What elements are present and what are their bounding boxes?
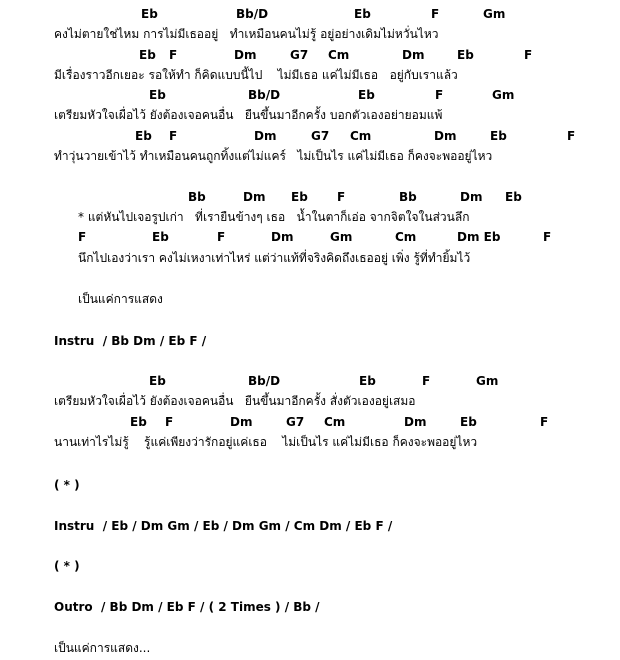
chord: Eb [354,7,371,21]
chord: G7 [290,48,309,62]
chord: F [435,88,444,102]
chord: G7 [286,415,305,429]
chord: Dm Eb [457,230,501,244]
chord: Eb [152,230,169,244]
chord: Eb [460,415,477,429]
outro-line: Outro / Bb Dm / Eb F / ( 2 Times ) / Bb / [54,600,320,614]
chord: F [567,129,576,143]
chord: Eb [358,88,375,102]
lyric-line: * แต่หันไปเจอรูปเก่า ที่เรายืนข้างๆ เธอ น้ำในตาก็เอ่อ จากจิตใจในส่วนลึก [78,210,470,224]
chord: Cm [324,415,346,429]
instrumental-line: Instru / Eb / Dm Gm / Eb / Dm Gm / Cm Dm / Eb F / [54,519,393,533]
chord: F [422,374,431,388]
repeat-marker: ( * ) [54,478,80,492]
chord: Eb [457,48,474,62]
chord: Dm [271,230,294,244]
chord: Gm [330,230,353,244]
chord: Gm [492,88,515,102]
chord: F [540,415,549,429]
chord: F [217,230,226,244]
chord: Gm [476,374,499,388]
chord: Eb [505,190,522,204]
chord: F [543,230,552,244]
chord: F [165,415,174,429]
chord: F [524,48,533,62]
repeat-marker: ( * ) [54,559,80,573]
chord: Cm [395,230,417,244]
lyric-line: มีเรื่องราวอีกเยอะ รอให้ทำ ก็คิดแบบนี้ไป ไม่มีเธอ แค่ไม่มีเธอ อยู่กับเราแล้ว [54,68,458,82]
chord: Gm [483,7,506,21]
chord: Eb [139,48,156,62]
lyric-line: นึกไปเองว่าเรา คงไม่เหงาเท่าไหร่ แต่ว่าแท้ที่จริงคิดถึงเธออยู่ เพิ่ง รู้ที่ทำยิ้มไว้ [78,251,471,265]
chord: Eb [149,374,166,388]
lyric-line: เตรียมหัวใจเผื่อไว้ ยังต้องเจอคนอื่น ยืนขึ้นมาอีกครั้ง สั่งตัวเองอยู่เสมอ [54,394,416,408]
chord: Eb [141,7,158,21]
lyric-line: ทำวุ่นวายเข้าไว้ ทำเหมือนคนถูกทิ้งแต่ไม่แคร์ ไม่เป็นไร แค่ไม่มีเธอ ก็คงจะพออยู่ไหว [54,149,493,163]
chord: Dm [404,415,427,429]
chord: Bb [399,190,417,204]
lyric-line: คงไม่ตายใช่ไหม การไม่มีเธออยู่ ทำเหมือนคนไม่รู้ อยู่อย่างเดิมไม่หวั่นไหว [54,27,439,41]
chord: Bb/D [248,374,281,388]
chord: Bb [188,190,206,204]
chord: Dm [254,129,277,143]
chord: F [169,48,178,62]
chord: Dm [234,48,257,62]
chord: F [431,7,440,21]
chord: Cm [328,48,350,62]
chord: Dm [402,48,425,62]
chord: Bb/D [236,7,269,21]
chord: Eb [130,415,147,429]
chord: Eb [490,129,507,143]
chord: Bb/D [248,88,281,102]
chord: G7 [311,129,330,143]
lyric-line: นานเท่าไรไม่รู้ รู้แค่เพียงว่ารักอยู่แค่เธอ ไม่เป็นไร แค่ไม่มีเธอ ก็คงจะพออยู่ไหว [54,435,478,449]
chord: F [337,190,346,204]
chord: Dm [460,190,483,204]
ending-line: เป็นแค่การแสดง... [54,641,151,655]
instrumental-line: Instru / Bb Dm / Eb F / [54,334,207,348]
chord: F [169,129,178,143]
chord: F [78,230,87,244]
chord: Cm [350,129,372,143]
chord: Dm [230,415,253,429]
chord: Dm [434,129,457,143]
chord: Eb [359,374,376,388]
lyric-line: เตรียมหัวใจเผื่อไว้ ยังต้องเจอคนอื่น ยืนขึ้นมาอีกครั้ง บอกตัวเองอย่ายอมแพ้ [54,108,443,122]
chord: Eb [135,129,152,143]
lyric-line: เป็นแค่การแสดง [78,292,163,306]
chord: Eb [291,190,308,204]
chord: Eb [149,88,166,102]
chord: Dm [243,190,266,204]
